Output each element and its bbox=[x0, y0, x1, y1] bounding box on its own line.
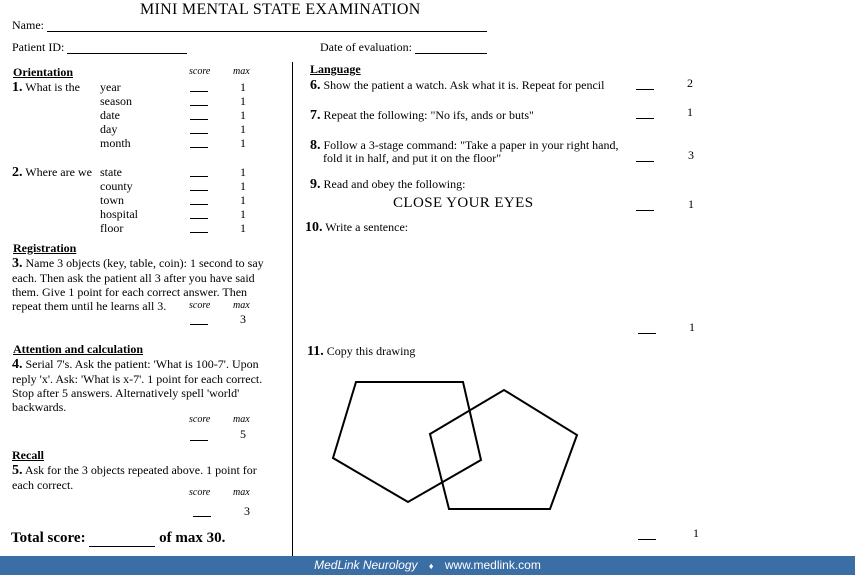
q2-item-label: state bbox=[100, 165, 122, 179]
registration-heading: Registration bbox=[13, 241, 77, 255]
q3-text: Name 3 objects (key, table, coin): 1 second to say each. Then ask the patient all 3 after you have said them. Give 1 point for each correct answer. Then repeat them until he learns all 3. bbox=[12, 256, 264, 313]
q10-text: Write a sentence: bbox=[325, 220, 409, 234]
close-your-eyes-command: CLOSE YOUR EYES bbox=[393, 195, 534, 211]
q8-text-line1: Follow a 3-stage command: "Take a paper in your right hand, bbox=[323, 138, 619, 152]
q11-score-blank[interactable] bbox=[638, 539, 656, 540]
q2-item-label: county bbox=[100, 179, 133, 193]
q6-score-blank[interactable] bbox=[636, 89, 654, 90]
q10-max: 1 bbox=[689, 320, 695, 334]
language-heading: Language bbox=[310, 62, 361, 76]
footer-url-link[interactable]: www.medlink.com bbox=[444, 558, 541, 572]
date-field[interactable] bbox=[320, 40, 487, 54]
q4-text: Serial 7's. Ask the patient: 'What is 100-7'. Upon reply 'x'. Ask: 'What is x-7'. 1 point for each correct. Stop after 5 answers. Alternatively spell 'world' backwards. bbox=[12, 357, 263, 414]
q3-max-header: max bbox=[233, 300, 250, 311]
footer-brand: MedLink Neurology bbox=[314, 558, 418, 572]
name-field[interactable] bbox=[12, 18, 487, 32]
q5-score-blank[interactable] bbox=[193, 516, 211, 517]
max-col-header: max bbox=[233, 66, 250, 77]
total-blank[interactable] bbox=[89, 532, 155, 547]
q9-text: Read and obey the following: bbox=[323, 177, 466, 191]
q1-number: 1. bbox=[12, 80, 23, 95]
q4-score-header: score bbox=[189, 414, 211, 425]
q2-item-max: 1 bbox=[240, 193, 246, 207]
q1-item-max: 1 bbox=[240, 94, 246, 108]
q11-number: 11. bbox=[307, 344, 324, 359]
patient-id-line bbox=[67, 41, 187, 54]
q1-item-max: 1 bbox=[240, 122, 246, 136]
q1-item-score-blank[interactable] bbox=[190, 133, 208, 134]
q1-item-max: 1 bbox=[240, 136, 246, 150]
attention-heading: Attention and calculation bbox=[13, 342, 144, 356]
q10-number: 10. bbox=[305, 220, 323, 235]
total-score bbox=[11, 530, 225, 547]
q2-number: 2. bbox=[12, 165, 23, 180]
q2-item-score-blank[interactable] bbox=[190, 232, 208, 233]
patient-id-field[interactable] bbox=[12, 40, 187, 54]
question-4 bbox=[12, 357, 274, 414]
q7-max: 1 bbox=[687, 105, 693, 119]
column-divider bbox=[292, 62, 293, 556]
q5-max: 3 bbox=[244, 504, 250, 518]
total-label: Total score: bbox=[11, 530, 86, 546]
q2-item-max: 1 bbox=[240, 221, 246, 235]
q1-item-max: 1 bbox=[240, 80, 246, 94]
q6-text: Show the patient a watch. Ask what it is. Repeat for pencil bbox=[323, 78, 605, 92]
q2-item-max: 1 bbox=[240, 165, 246, 179]
q1-item-score-blank[interactable] bbox=[190, 147, 208, 148]
intersecting-pentagons-figure bbox=[328, 372, 580, 520]
name-line bbox=[47, 19, 487, 32]
question-2 bbox=[12, 165, 92, 180]
q4-number: 4. bbox=[12, 357, 23, 372]
q5-number: 5. bbox=[12, 463, 23, 478]
q8-number: 8. bbox=[310, 138, 321, 153]
q8-max: 3 bbox=[688, 148, 694, 162]
date-line bbox=[415, 41, 487, 54]
question-6 bbox=[310, 78, 604, 93]
q7-text: Repeat the following: "No ifs, ands or buts" bbox=[323, 108, 534, 122]
q1-item-label: season bbox=[100, 94, 132, 108]
q2-item-max: 1 bbox=[240, 179, 246, 193]
q11-text: Copy this drawing bbox=[326, 344, 416, 358]
q1-item-max: 1 bbox=[240, 108, 246, 122]
footer-bar bbox=[0, 556, 855, 575]
q5-max-header: max bbox=[233, 487, 250, 498]
page-title: MINI MENTAL STATE EXAMINATION bbox=[140, 1, 421, 18]
q2-item-label: town bbox=[100, 193, 124, 207]
patient-id-label: Patient ID: bbox=[12, 40, 65, 54]
score-col-header: score bbox=[189, 66, 211, 77]
q4-max: 5 bbox=[240, 427, 246, 441]
q1-text: What is the bbox=[25, 80, 80, 94]
question-1 bbox=[12, 80, 80, 95]
q8-text-line2: fold it in half, and put it on the floor" bbox=[323, 151, 502, 165]
q2-item-label: floor bbox=[100, 221, 124, 235]
date-label: Date of evaluation: bbox=[320, 40, 412, 54]
q3-number: 3. bbox=[12, 256, 23, 271]
q1-item-label: year bbox=[100, 80, 121, 94]
q2-item-score-blank[interactable] bbox=[190, 190, 208, 191]
name-label: Name: bbox=[12, 18, 44, 32]
q2-item-score-blank[interactable] bbox=[190, 204, 208, 205]
q3-score-blank[interactable] bbox=[190, 324, 208, 325]
q9-max: 1 bbox=[688, 197, 694, 211]
q9-number: 9. bbox=[310, 177, 321, 192]
q5-text: Ask for the 3 objects repeated above. 1 point for each correct. bbox=[12, 463, 257, 492]
q9-score-blank[interactable] bbox=[636, 210, 654, 211]
q1-item-score-blank[interactable] bbox=[190, 91, 208, 92]
pentagon-right bbox=[430, 390, 577, 509]
q4-max-header: max bbox=[233, 414, 250, 425]
q2-text: Where are we bbox=[25, 165, 92, 179]
q2-item-max: 1 bbox=[240, 207, 246, 221]
q11-max: 1 bbox=[693, 526, 699, 540]
q3-max: 3 bbox=[240, 312, 246, 326]
q2-item-label: hospital bbox=[100, 207, 138, 221]
question-11 bbox=[307, 344, 415, 359]
question-9 bbox=[310, 177, 465, 192]
q6-max: 2 bbox=[687, 76, 693, 90]
question-7 bbox=[310, 108, 534, 123]
q1-item-score-blank[interactable] bbox=[190, 119, 208, 120]
q7-number: 7. bbox=[310, 108, 321, 123]
q3-score-header: score bbox=[189, 300, 211, 311]
question-5 bbox=[12, 463, 262, 492]
q8-score-blank[interactable] bbox=[636, 161, 654, 162]
recall-heading: Recall bbox=[12, 448, 44, 462]
q2-item-score-blank[interactable] bbox=[190, 176, 208, 177]
q10-score-blank[interactable] bbox=[638, 333, 656, 334]
q6-number: 6. bbox=[310, 78, 321, 93]
q4-score-blank[interactable] bbox=[190, 440, 208, 441]
pentagon-left bbox=[333, 382, 481, 502]
q1-item-label: day bbox=[100, 122, 118, 136]
total-suffix: of max 30. bbox=[159, 530, 226, 546]
footer-separator: ♦ bbox=[428, 561, 434, 571]
q7-score-blank[interactable] bbox=[636, 118, 654, 119]
question-10 bbox=[305, 220, 408, 235]
orientation-heading: Orientation bbox=[13, 65, 73, 79]
q2-item-score-blank[interactable] bbox=[190, 218, 208, 219]
q1-item-score-blank[interactable] bbox=[190, 105, 208, 106]
q1-item-label: date bbox=[100, 108, 120, 122]
q1-item-label: month bbox=[100, 136, 131, 150]
q5-score-header: score bbox=[189, 487, 211, 498]
